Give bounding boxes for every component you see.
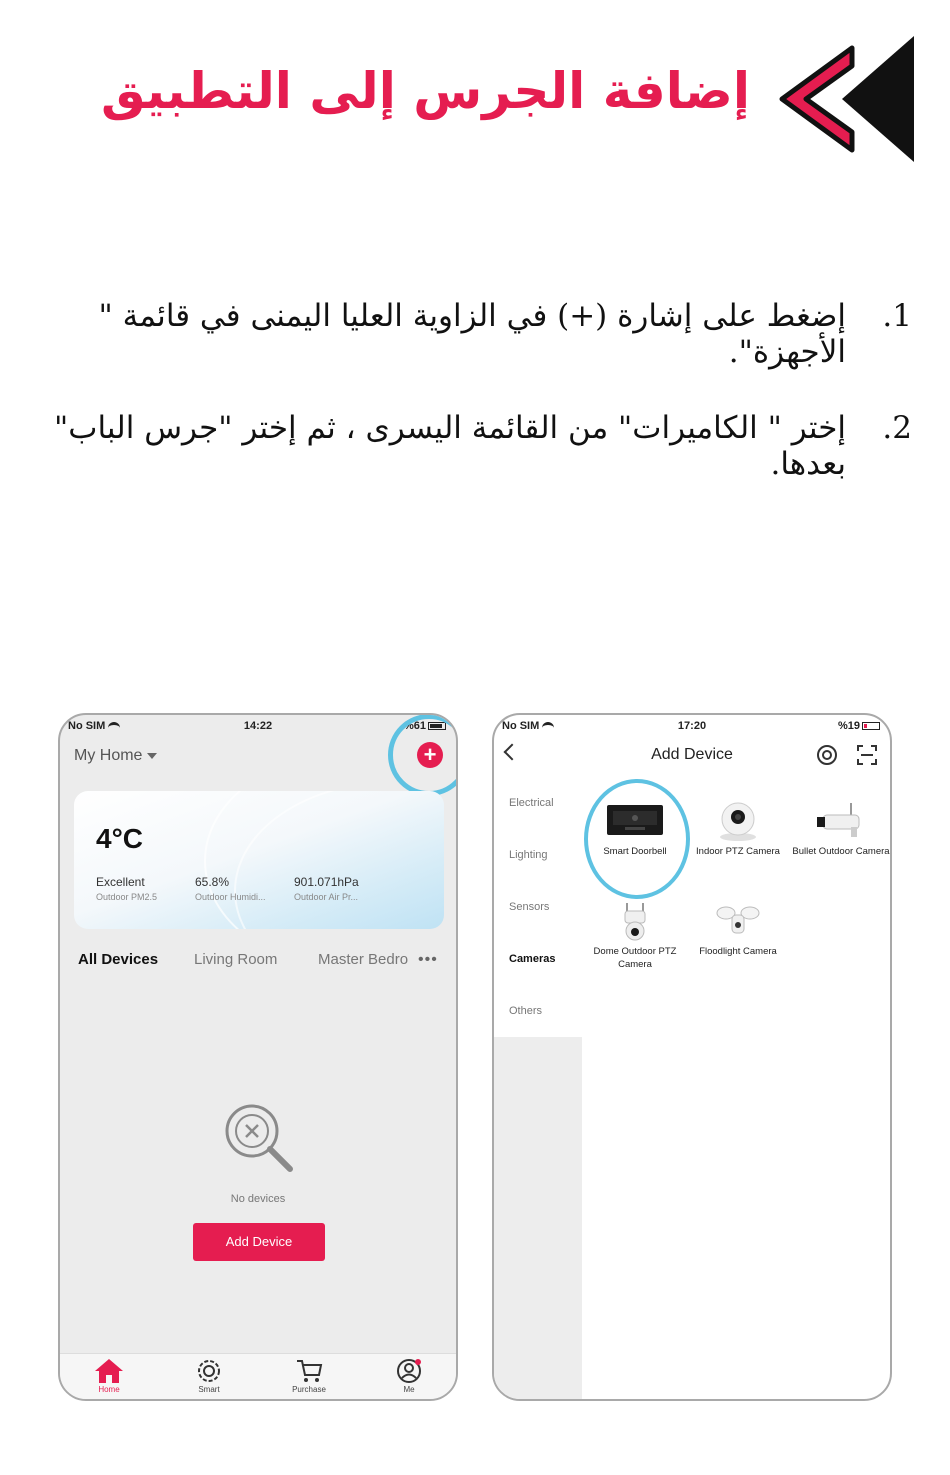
floodlight-camera-icon [708,901,768,941]
tab-master-bedroom[interactable]: Master Bedro [318,951,409,968]
ptz-camera-icon [708,801,768,841]
device-bullet-outdoor-camera[interactable]: Bullet Outdoor Camera [790,801,892,858]
more-rooms-button[interactable]: ••• [418,951,438,968]
weather-card[interactable] [74,791,444,929]
home-selector[interactable]: My Home [74,747,157,765]
bullet-camera-icon [811,801,871,841]
tab-home[interactable]: Home [79,1358,139,1394]
step-text: إضغط على إشارة (+) في الزاوية العليا اليمنى في قائمة " الأجهزة". [98,298,846,370]
caret-down-icon [147,753,157,759]
device-indoor-ptz-camera[interactable]: Indoor PTZ Camera [687,801,789,858]
instruction-step [32,410,912,482]
instruction-step [32,298,912,370]
step-text: إختر " الكاميرات" من القائمة اليسرى ، ثم إختر "جرس الباب" بعدها. [54,410,846,482]
add-device-plus-button[interactable]: + [417,742,443,768]
category-menu [494,781,582,1401]
step-number: .1 [882,298,912,334]
tab-purchase[interactable]: Purchase [279,1358,339,1394]
empty-state-text: No devices [230,1193,286,1205]
category-electrical[interactable]: Electrical [509,797,554,809]
status-bar [494,715,890,737]
bottom-tab-bar [60,1353,456,1399]
tab-smart[interactable]: Smart [179,1358,239,1394]
tab-me[interactable]: Me [379,1358,439,1394]
device-dome-outdoor-ptz-camera[interactable]: Dome Outdoor PTZ Camera [584,901,686,971]
device-smart-doorbell[interactable]: Smart Doorbell [584,801,686,858]
clock: 17:20 [677,720,707,732]
weather-metric: 901.071hPa Outdoor Air Pr... [294,875,359,902]
screen-title: Add Device [651,746,733,763]
home-screen-phone [58,713,458,1401]
device-floodlight-camera[interactable]: Floodlight Camera [687,901,789,958]
double-chevron-icon [774,34,916,164]
weather-metric: 65.8% Outdoor Humidi... [195,875,266,902]
add-device-phone [492,713,892,1401]
clock: 14:22 [243,720,273,732]
gear-icon [194,1358,224,1384]
category-cameras[interactable]: Cameras [509,953,556,965]
carrier-label: No SIM [502,720,540,732]
weather-metric: Excellent Outdoor PM2.5 [96,875,158,902]
carrier-label: No SIM [68,720,106,732]
page-title: إضافة الجرس إلى التطبيق [101,62,750,120]
home-icon [94,1358,124,1384]
step-number: .2 [882,410,912,446]
tab-living-room[interactable]: Living Room [194,951,278,968]
battery-percent: %19 [837,720,860,732]
user-icon [394,1358,424,1384]
tab-all-devices[interactable]: All Devices [78,951,159,968]
add-device-button[interactable]: Add Device [193,1223,325,1261]
search-empty-icon [220,1099,300,1179]
scan-icon[interactable] [816,744,838,766]
battery-icon [862,722,880,730]
instruction-list [32,298,912,522]
highlight-ring [388,714,458,796]
cart-icon [294,1358,324,1384]
category-lighting[interactable]: Lighting [509,849,548,861]
battery-percent: %61 [403,720,426,732]
highlight-ring [584,779,690,899]
temperature: 4°C [96,823,143,854]
dome-camera-icon [605,901,665,941]
qr-icon[interactable] [856,744,878,766]
category-others[interactable]: Others [509,1005,543,1017]
category-sensors[interactable]: Sensors [509,901,550,913]
